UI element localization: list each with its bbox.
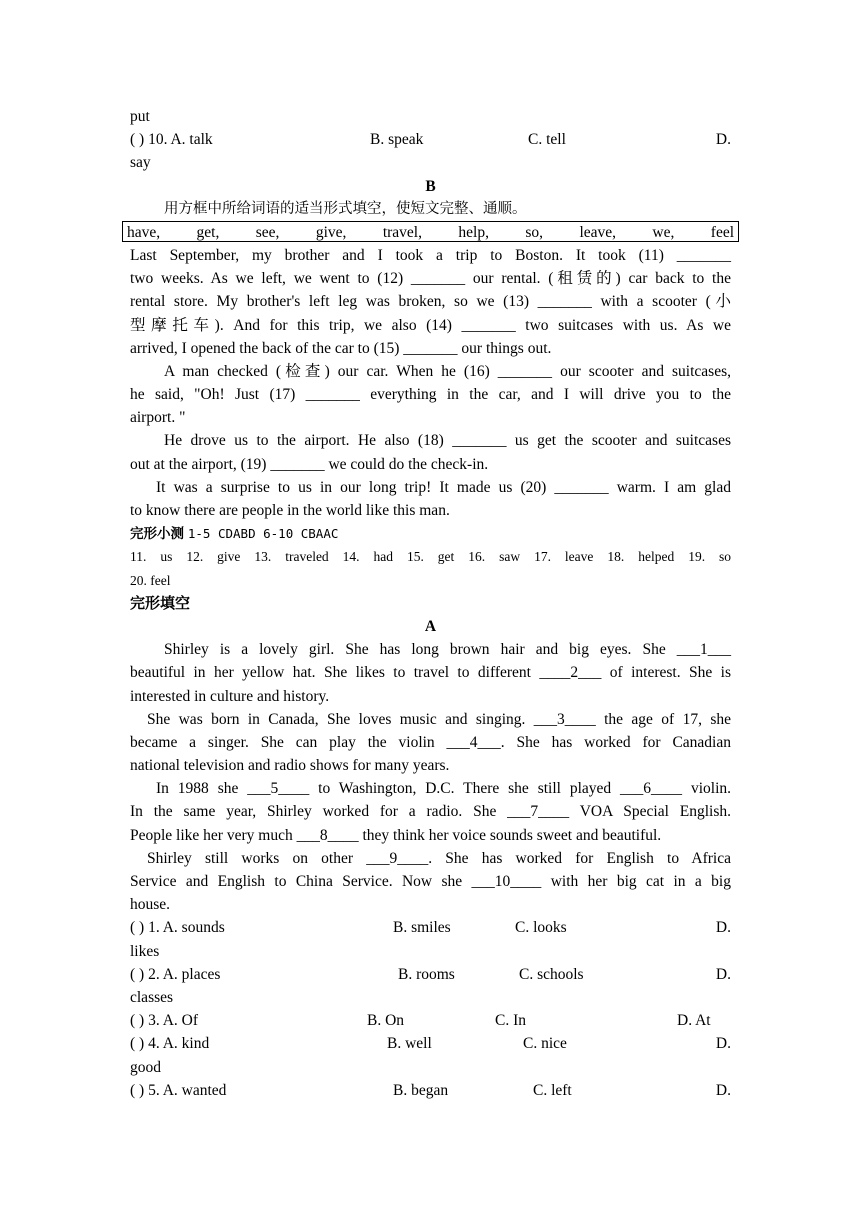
question-2 [130,963,731,986]
answer-item: 16. saw [468,549,521,565]
passage-line: She was born in Canada, She loves music and singing. ___3____ the age of 17, she [147,710,731,728]
word: see, [255,223,280,241]
answer-item: 19. so [688,549,732,565]
option-d: D. At [677,1012,711,1030]
passage-line: interested in culture and history. [130,687,330,705]
passage-line: to know there are people in the world like this man. [130,502,450,519]
answer-item: 13. traveled [254,549,329,565]
answer-item: 20. feel [130,572,171,588]
word: have, [127,223,161,241]
question-3 [130,1009,731,1032]
passage-line: People like her very much ___8____ they think her voice sounds sweet and beautiful. [130,826,662,844]
passage-line: In the same year, Shirley worked for a radio. She ___7____ VOA Special English. [130,803,731,821]
text-line: put [130,108,150,125]
question-5 [130,1079,731,1102]
option-d-continued: classes [130,988,174,1006]
option-d: D. [715,1081,731,1099]
option-d-continued: good [130,1058,161,1076]
passage-line: became a singer. She can play the violin ___4___. She has worked for Canadian [130,733,731,751]
question-stem: ( ) 10. A. talk [130,131,213,149]
passage-line: 型摩托车). And for this trip, we also (14) _______ two suitcases with us. As we [130,316,731,334]
answer-item: 18. helped [607,549,675,565]
word: give, [315,223,347,241]
option-b: B. speak [370,131,424,149]
option-b: B. smiles [393,919,451,937]
word: get, [196,223,220,241]
answer-key-line [130,522,731,545]
option-d-continued: likes [130,942,160,960]
word-box [122,221,739,242]
option-b: B. On [367,1012,405,1030]
question-stem: ( ) 5. A. wanted [130,1081,227,1099]
question-stem: ( ) 2. A. places [130,965,221,983]
passage-line: arrived, I opened the back of the car to (15) _______ our things out. [130,339,552,357]
option-d: D. [715,965,731,983]
option-c: C. left [533,1081,572,1099]
question-stem: ( ) 4. A. kind [130,1035,210,1053]
document-page [127,105,735,1102]
option-b: B. well [387,1035,432,1053]
passage-line: house. [130,896,171,914]
answer-item: 17. leave [534,549,594,565]
passage-line: airport. " [130,409,186,427]
passage-line: It was a surprise to us in our long trip! It made us (20) _______ warm. I am glad [156,478,731,496]
option-c: C. schools [519,965,584,983]
option-b: B. began [393,1081,449,1099]
passage-line: Shirley still works on other ___9____. She has worked for English to Africa [147,849,731,867]
answer-key-values: 1-5 CDABD 6-10 CBAAC [187,526,339,542]
word: travel, [382,223,422,241]
question-10 [130,128,731,151]
answer-item: 14. had [342,549,393,565]
passage-line: rental store. My brother's left leg was broken, so we (13) _______ with a scooter (小 [130,293,731,311]
option-c: C. tell [528,131,566,149]
passage-line: Shirley is a lovely girl. She has long brown hair and big eyes. She ___1___ [164,641,731,659]
passage-line: A man checked (检查) our car. When he (16) _______ our scooter and suitcases, [164,362,731,380]
section-b-instruction: 用方框中所给词语的适当形式填空，使短文完整、通顺。 [164,200,527,217]
option-c: C. In [495,1012,526,1030]
cloze-title: A [424,617,437,635]
section-b-title: B [425,177,436,195]
answer-item: 12. give [186,549,241,565]
word: so, [525,223,544,241]
question-stem: ( ) 3. A. Of [130,1012,199,1030]
answer-key-list [130,545,731,568]
option-c: C. nice [523,1035,567,1053]
passage-line: national television and radio shows for many years. [130,757,450,775]
passage-line: he said, "Oh! Just (17) _______ everything in the car, and I will drive you to the [130,386,731,404]
option-d: D. [715,1035,731,1053]
passage-line: two weeks. As we left, we went to (12) _______ our rental. (租赁的) car back to the [130,270,731,288]
question-4 [130,1032,731,1055]
answer-item: 15. get [406,549,455,565]
passage-line: beautiful in her yellow hat. She likes to travel to different ____2___ of interest. She is [130,664,731,682]
option-d: D. [715,131,731,149]
word: help, [458,223,489,241]
passage-line: He drove us to the airport. He also (18) _______ us get the scooter and suitcases [164,432,731,450]
question-stem: ( ) 1. A. sounds [130,919,225,937]
word: we, [652,223,675,241]
answer-key-label: 完形小测 [130,526,184,543]
passage-line: Service and English to China Service. Now she ___10____ with her big cat in a big [130,873,731,890]
option-c: C. looks [515,919,567,937]
word: feel [710,223,735,241]
option-d-continued: say [130,154,151,172]
cloze-heading: 完形填空 [130,593,191,612]
question-1 [130,916,731,939]
word: leave, [579,223,617,241]
passage-line: out at the airport, (19) _______ we could do the check-in. [130,455,489,473]
option-b: B. rooms [398,965,455,983]
passage-line: Last September, my brother and I took a trip to Boston. It took (11) _______ [130,246,731,264]
option-d: D. [715,919,731,937]
answer-item: 11. us [130,549,173,565]
passage-line: In 1988 she ___5____ to Washington, D.C. There she still played ___6____ violin. [156,780,731,798]
